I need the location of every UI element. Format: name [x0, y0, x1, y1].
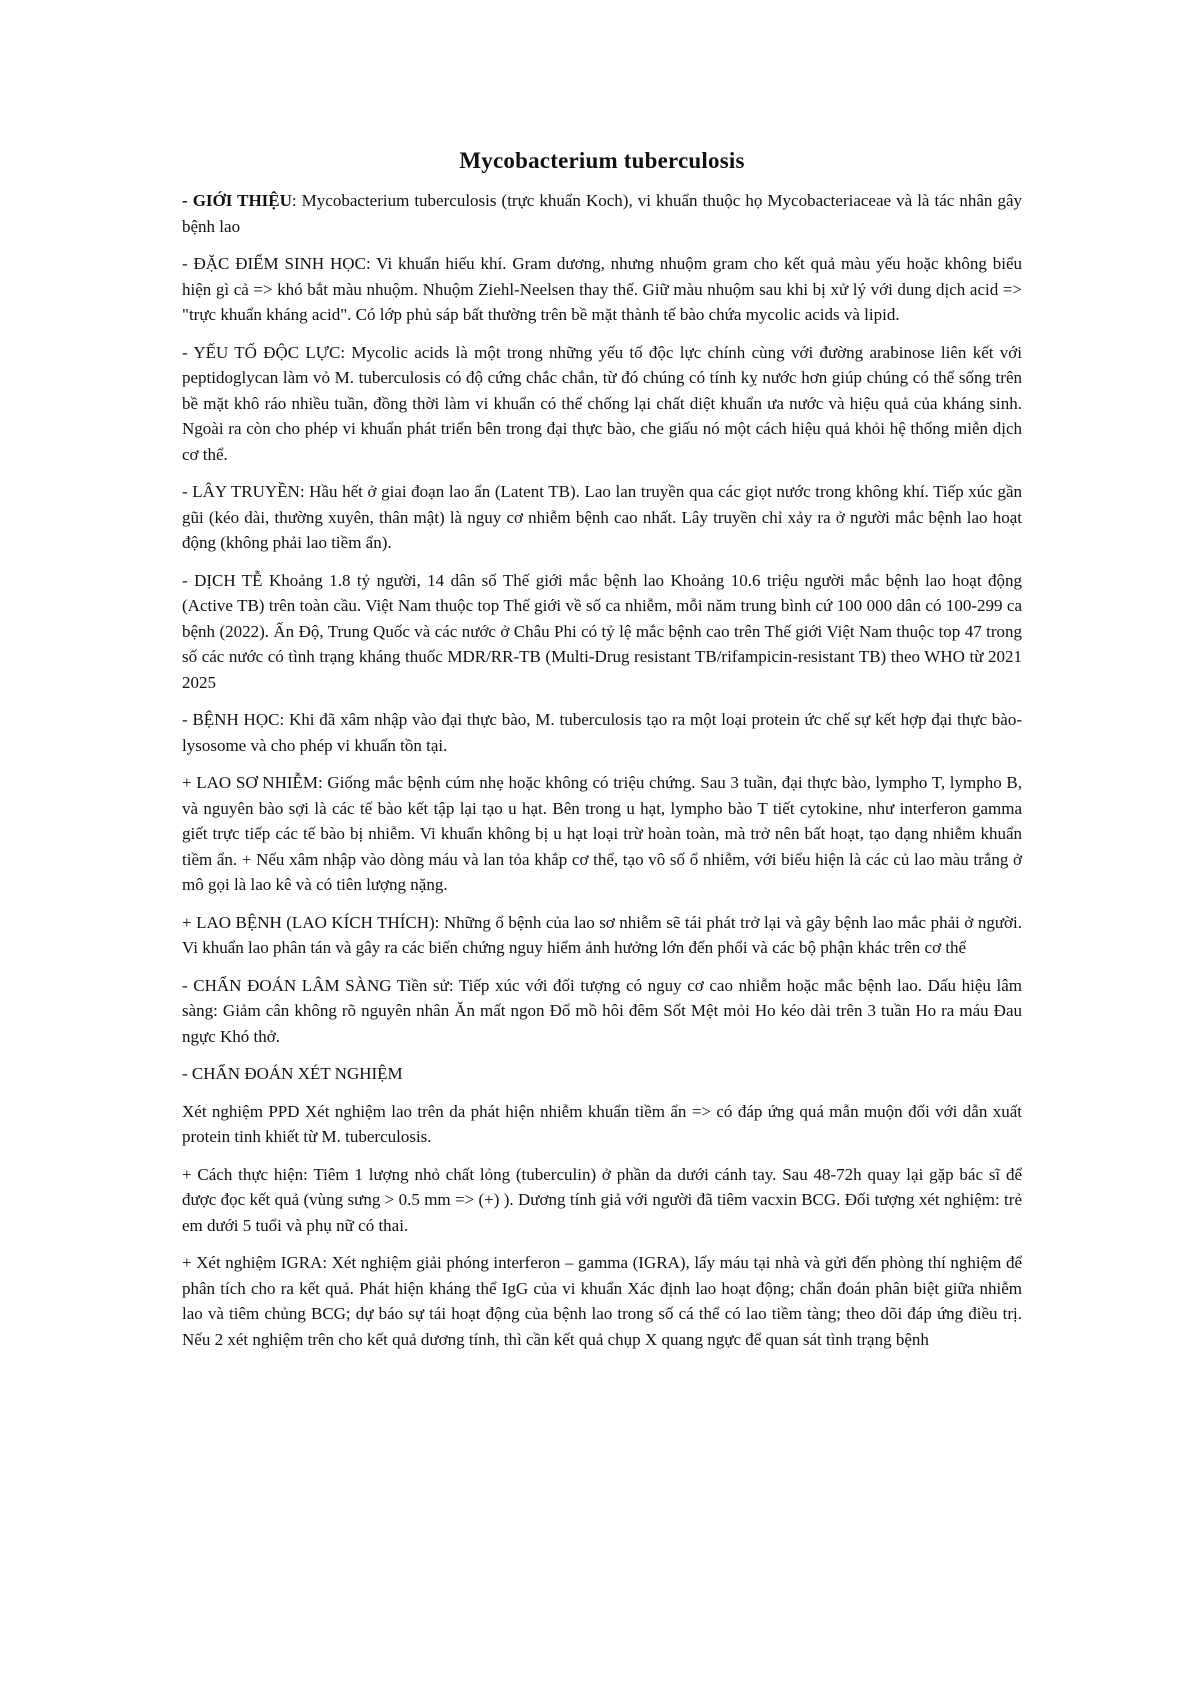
paragraph-yeu-to-doc-luc	[182, 340, 1022, 468]
paragraph-lead: - DỊCH TỄ	[182, 570, 263, 590]
paragraph-text: Khoảng 1.8 tỷ người, 14 dân số Thế giới mắc bệnh lao Khoảng 10.6 triệu người mắc bệnh lao hoạt động (Active TB) trên toàn cầu. Việt Nam thuộc top Thế giới về số ca nhiễm, mỗi năm trung bình cứ 100 000 dân có 100-299 ca bệnh (2022). Ấn Độ, Trung Quốc và các nước ở Châu Phi có tỷ lệ mắc bệnh cao trên Thế giới Việt Nam thuộc top 47 trong số các nước có tình trạng kháng thuốc MDR/RR-TB (Multi-Drug resistant TB/rifampicin-resistant TB) theo WHO từ 2021 2025	[182, 570, 1022, 692]
paragraph-text: : Hầu hết ở giai đoạn lao ẩn (Latent TB). Lao lan truyền qua các giọt nước trong không khí. Tiếp xúc gần gũi (kéo dài, thường xuyên, thân mật) là nguy cơ nhiễm bệnh cao nhất. Lây truyền chỉ xảy ra ở người mắc bệnh lao hoạt động (không phải lao tiềm ẩn).	[182, 482, 1022, 552]
paragraph-text: Xét nghiệm PPD Xét nghiệm lao trên da phát hiện nhiễm khuẩn tiềm ẩn => có đáp ứng quá mẫn muộn đối với dẫn xuất protein tinh khiết từ M. tuberculosis.	[182, 1101, 1022, 1146]
paragraph-lao-benh	[182, 910, 1022, 961]
paragraph-text: : Những ổ bệnh của lao sơ nhiễm sẽ tái phát trở lại và gây bệnh lao mắc phải ở người. Vi khuẩn lao phân tán và gây ra các biến chứng nguy hiểm ảnh hưởng lớn đến phổi và các bộ phận khác trên cơ thể	[182, 912, 1022, 957]
paragraph-text: : Khi đã xâm nhập vào đại thực bào, M. tuberculosis tạo ra một loại protein ức chế sự kết hợp đại thực bào-lysosome và cho phép vi khuẩn tồn tại.	[182, 710, 1022, 755]
paragraph-text: : Mycolic acids là một trong những yếu tố độc lực chính cùng với đường arabinose liên kết với peptidoglycan làm vỏ M. tuberculosis có độ cứng chắc chắn, từ đó chúng có tính kỵ nước hơn giúp chúng có thể sống trên bề mặt khô ráo nhiều tuần, đồng thời làm vi khuẩn có thể chống lại chất diệt khuẩn ưa nước và hiệu quả của kháng sinh. Ngoài ra còn cho phép vi khuẩn phát triển bên trong đại thực bào, che giấu nó một cách hiệu quả khỏi hệ thống miễn dịch cơ thể.	[182, 342, 1022, 464]
paragraph-text: + Xét nghiệm IGRA: Xét nghiệm giải phóng interferon – gamma (IGRA), lấy máu tại nhà và gửi đến phòng thí nghiệm để phân tích cho ra kết quả. Phát hiện kháng thể IgG của vi khuẩn Xác định lao hoạt động; chẩn đoán phân biệt giữa nhiễm lao và tiêm chủng BCG; dự báo sự tái hoạt động của bệnh lao trong số cá thể có lao tiềm tàng; theo dõi đáp ứng điều trị. Nếu 2 xét nghiệm trên cho kết quả dương tính, thì cần kết quả chụp X quang ngực để quan sát tình trạng bệnh	[182, 1253, 1022, 1349]
paragraph-text: + Cách thực hiện: Tiêm 1 lượng nhỏ chất lỏng (tuberculin) ở phần da dưới cánh tay. Sau 48-72h quay lại gặp bác sĩ để được đọc kết quả (vùng sưng > 0.5 mm => (+) ). Dương tính giả với người đã tiêm vacxin BCG. Đối tượng xét nghiệm: trẻ em dưới 5 tuổi và phụ nữ có thai.	[182, 1164, 1022, 1235]
paragraph-lead: - CHẨN ĐOÁN XÉT NGHIỆM	[182, 1064, 403, 1083]
paragraph-lay-truyen	[182, 479, 1022, 556]
paragraph-dac-diem-sinh-hoc	[182, 251, 1022, 328]
document-title: Mycobacterium tuberculosis	[459, 148, 745, 173]
paragraph-lao-so-nhiem	[182, 770, 1022, 898]
paragraph-text: : Vi khuẩn hiếu khí. Gram dương, nhưng nhuộm gram cho kết quả màu yếu hoặc không biểu hiện gì cả => khó bắt màu nhuộm. Nhuộm Ziehl-Neelsen thay thế. Giữ màu nhuộm sau khi bị xử lý với dung dịch acid => "trực khuẩn kháng acid". Có lớp phủ sáp bất thường trên bề mặt thành tế bào chứa mycolic acids và lipid.	[182, 254, 1022, 324]
paragraph-chan-doan-lam-sang	[182, 973, 1022, 1050]
paragraph-text: Tiền sử: Tiếp xúc với đối tượng có nguy cơ cao nhiễm hoặc mắc bệnh lao. Dấu hiệu lâm sàng: Giảm cân không rõ nguyên nhân Ăn mất ngon Đổ mồ hôi đêm Sốt Mệt mỏi Ho kéo dài trên 3 tuần Ho ra máu Đau ngực Khó thở.	[182, 975, 1023, 1046]
paragraph-text: : Mycobacterium tuberculosis (trực khuẩn Koch), vi khuẩn thuộc họ Mycobacteriaceae và là tác nhân gây bệnh lao	[182, 191, 1022, 236]
paragraph-text: : Giống mắc bệnh cúm nhẹ hoặc không có triệu chứng. Sau 3 tuần, đại thực bào, lympho T, lympho B, và nguyên bào sợi là các tế bào kết tập lại tạo u hạt. Bên trong u hạt, lympho bào T tiết cytokine, như interferon gamma giết trực tiếp các tế bào bị nhiễm. Vi khuẩn không bị u hạt loại trừ hoàn toàn, mà trở nên bất hoạt, tạo dạng nhiễm khuẩn tiềm ẩn. + Nếu xâm nhập vào dòng máu và lan tỏa khắp cơ thể, tạo vô số ổ nhiễm, với biểu hiện là các củ lao màu trắng ở mô gọi là lao kê và có tiên lượng nặng.	[182, 773, 1022, 894]
paragraph-lead: - CHẨN ĐOÁN LÂM SÀNG	[182, 975, 392, 995]
paragraph-lead: - BỆNH HỌC	[182, 710, 280, 729]
paragraph-lead: - YẾU TỐ ĐỘC LỰC	[182, 342, 341, 362]
paragraph-lead: + LAO BỆNH (LAO KÍCH THÍCH)	[182, 912, 435, 932]
paragraph-lead: - GIỚI THIỆU	[182, 191, 292, 210]
document-page	[182, 148, 1022, 1364]
paragraph-lead: - LÂY TRUYỀN	[182, 482, 300, 501]
paragraph-xet-nghiem-igra	[182, 1250, 1022, 1352]
paragraph-dich-te	[182, 568, 1022, 696]
paragraph-benh-hoc	[182, 707, 1022, 758]
paragraph-gioi-thieu	[182, 188, 1022, 239]
paragraph-xet-nghiem-ppd	[182, 1099, 1022, 1150]
paragraph-chan-doan-xet-nghiem	[182, 1061, 1022, 1087]
paragraph-cach-thuc-hien	[182, 1162, 1022, 1239]
paragraph-lead: - ĐẶC ĐIỂM SINH HỌC	[182, 254, 366, 273]
paragraph-lead: + LAO SƠ NHIỄM	[182, 773, 319, 792]
